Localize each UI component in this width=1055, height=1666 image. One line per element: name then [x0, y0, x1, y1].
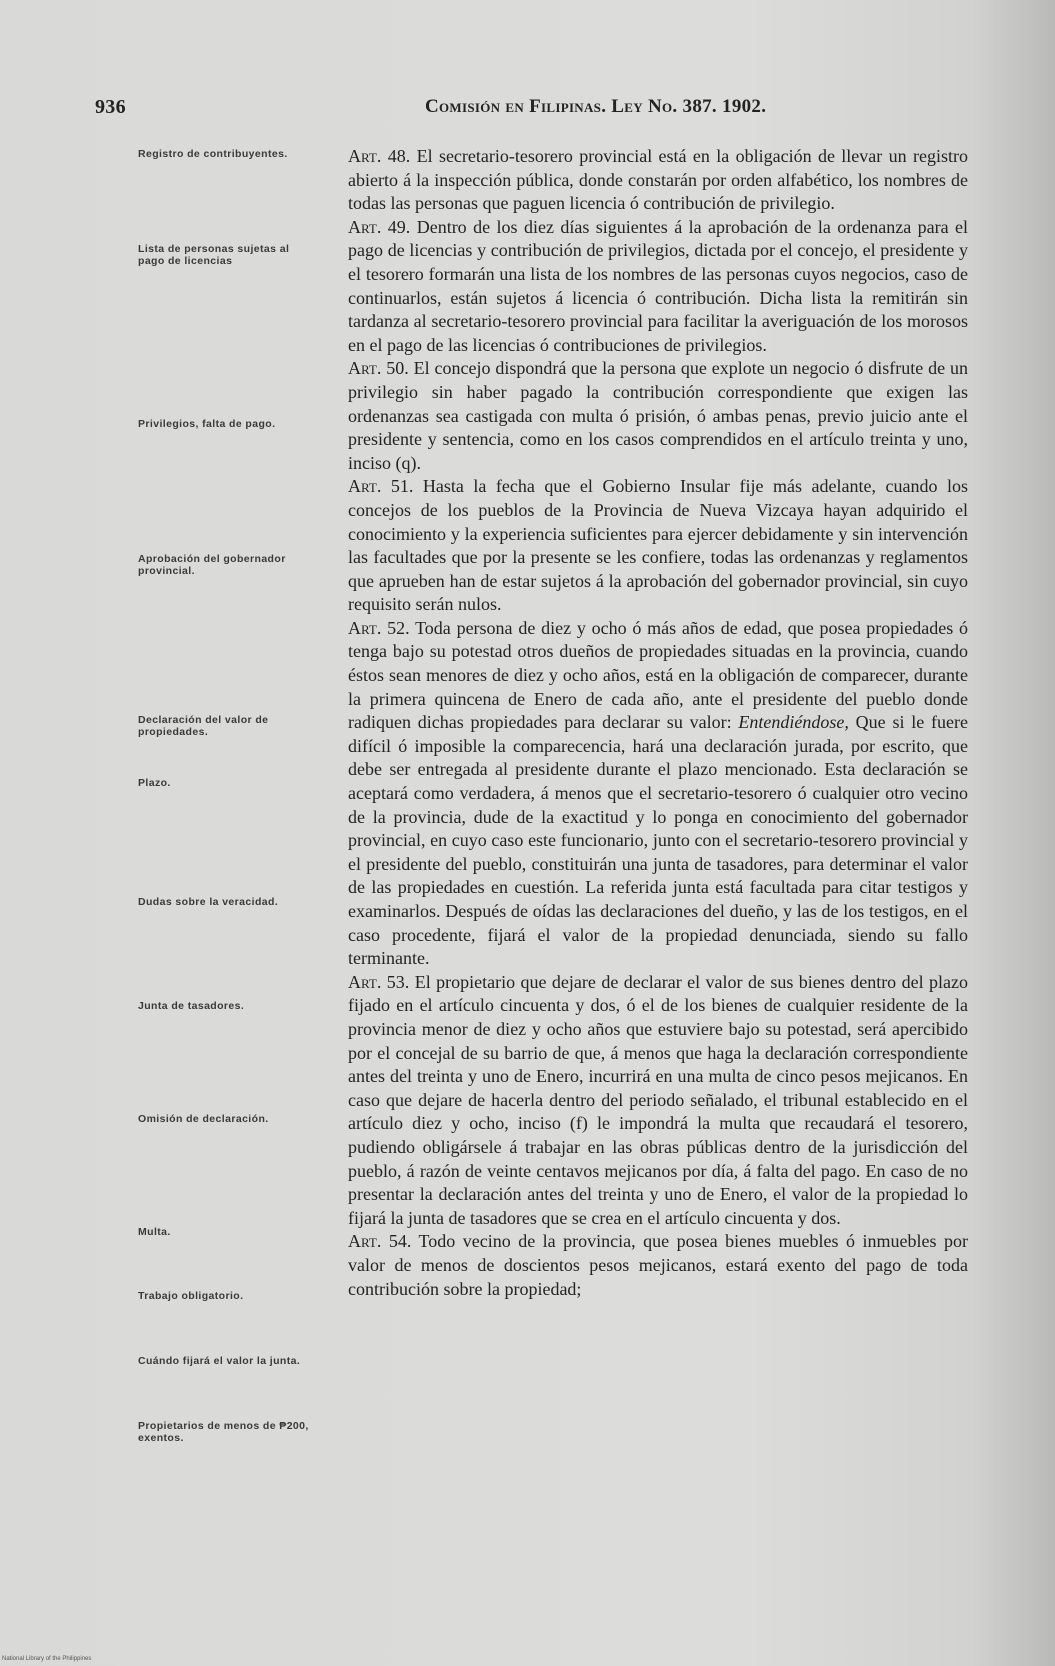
page-number: 936: [95, 96, 126, 118]
margin-note: Declaración del valor de propiedades.: [138, 714, 269, 738]
article-53: [348, 971, 968, 1231]
article-label: Art. 50.: [348, 358, 409, 379]
article-label: Art. 51.: [348, 476, 414, 497]
article-52: [348, 617, 968, 971]
scan-footer: National Library of the Philippines: [2, 1656, 92, 1662]
article-label: Art. 52.: [348, 617, 410, 638]
margin-note: Multa.: [138, 1226, 171, 1238]
article-text: Toda persona de diez y ocho ó más años de edad, que posea propiedades ó tenga bajo su potestad otros dueños de propiedades situadas en la provincia, cuando éstos sean menores de diez y ocho años, está en la obligación de comparecer, durante la primera quincena de Enero de cada año, ante el presidente del pueblo donde radiquen dichas propiedades para declarar su valor:: [348, 617, 968, 733]
margin-note: Dudas sobre la veracidad.: [138, 896, 279, 908]
margin-note: Propietarios de menos de ₱200, exentos.: [138, 1420, 309, 1444]
body-text: [348, 145, 968, 1301]
margin-note: Omisión de declaración.: [138, 1113, 269, 1125]
article-text: El concejo dispondrá que la persona que explote un negocio ó disfrute de un privilegio sin haber pagado la contribución correspondiente que exigen las ordenanzas sea castigada con multa ó prisión, ó ambas penas, previo juicio ante el presidente y sentencia, como en los casos comprendidos en el artículo treinta y uno, inciso (q).: [348, 358, 968, 473]
article-54: [348, 1230, 968, 1301]
article-emphasis: Entendiéndose,: [738, 712, 849, 733]
page-header: [95, 96, 895, 124]
article-48: [348, 145, 968, 216]
article-51: [348, 475, 968, 617]
margin-note: Lista de personas sujetas al pago de licencias: [138, 243, 290, 267]
running-head: Comisión en Filipinas. Ley No. 387. 1902.: [425, 96, 767, 117]
article-text: Que si le fuere difícil ó imposible la comparecencia, hará una declaración jurada, por escrito, que debe ser entregada al presidente durante el plazo mencionado. Esta declaración se aceptará como verdadera, á menos que el secretario-tesorero ó cualquier otro vecino de la provincia, dude de la exactitud y lo ponga en conocimiento del gobernador provincial, en cuyo caso este funcionario, junto con el secretario-tesorero provincial y el presidente del pueblo, constituirán una junta de tasadores, para determinar el valor de las propiedades en cuestión. La referida junta está facultada para citar testigos y examinarlos. Después de oídas las declaraciones del dueño, y las de los testigos, en el caso procedente, fijará el valor de la propiedad denunciada, siendo su fallo terminante.: [348, 712, 968, 969]
margin-note: Cuándo fijará el valor la junta.: [138, 1355, 301, 1367]
article-text: Dentro de los diez días siguientes á la aprobación de la ordenanza para el pago de licencias y contribución de privilegios, dictada por el concejo, el presidente y el tesorero formarán una lista de los nombres de las personas cuyos negocios, caso de continuarlos, están sujetos á licencia ó contribución. Dicha lista la remitirán sin tardanza al secretario-tesorero provincial para facilitar la averiguación de los morosos en el pago de las licencias ó contribuciones de privilegios.: [348, 216, 969, 355]
margin-note: Privilegios, falta de pago.: [138, 418, 276, 430]
article-label: Art. 49.: [348, 216, 411, 237]
margin-note: Junta de tasadores.: [138, 1000, 245, 1012]
article-49: [348, 216, 968, 358]
margin-note: Plazo.: [138, 777, 171, 789]
article-text: Todo vecino de la provincia, que posea bienes muebles ó inmuebles por valor de menos de doscientos pesos mejicanos, estará exento del pago de toda contribución sobre la propiedad;: [348, 1231, 968, 1299]
article-50: [348, 357, 968, 475]
article-text: El propietario que dejare de declarar el valor de sus bienes dentro del plazo fijado en el artículo cincuenta y dos, ó el de los bienes de cualquier residente de la provincia menor de diez y ocho años que estuviere bajo su potestad, será apercibido por el concejal de su barrio de que, á menos que haga la declaración correspondiente antes del treinta y uno de Enero, incurrirá en una multa de cinco pesos mejicanos. En caso que dejare de hacerla dentro del periodo señalado, el tribunal establecido en el artículo diez y ocho, inciso (f) le impondrá la multa que recaudará el tesorero, pudiendo obligársele á trabajar en las obras públicas dentro de la jurisdicción del pueblo, á razón de veinte centavos mejicanos por día, á falta del pago. En caso de no presentar la declaración antes del treinta y uno de Enero, el valor de la propiedad lo fijará la junta de tasadores que se crea en el artículo cincuenta y dos.: [348, 971, 969, 1228]
article-label: Art. 53.: [348, 971, 410, 992]
margin-note: Trabajo obligatorio.: [138, 1290, 244, 1302]
margin-note: Registro de contribuyentes.: [138, 148, 288, 160]
article-text: El secretario-tesorero provincial está en la obligación de llevar un registro abierto á la inspección pública, donde constarán por orden alfabético, los nombres de todas las personas que paguen licencia ó contribución de privilegio.: [348, 146, 968, 214]
margin-note: Aprobación del gobernador provincial.: [138, 553, 286, 577]
article-label: Art. 54.: [348, 1231, 412, 1252]
article-label: Art. 48.: [348, 146, 411, 166]
article-text: Hasta la fecha que el Gobierno Insular fije más adelante, cuando los concejos de los pueblos de la Provincia de Nueva Vizcaya hayan adquirido el conocimiento y la experiencia suficientes para ejercer debidamente y sin intervención las facultades que por la presente se les confiere, todas las ordenanzas y reglamentos que aprueben han de estar sujetos á la aprobación del gobernador provincial, sin cuyo requisito serán nulos.: [348, 476, 968, 615]
